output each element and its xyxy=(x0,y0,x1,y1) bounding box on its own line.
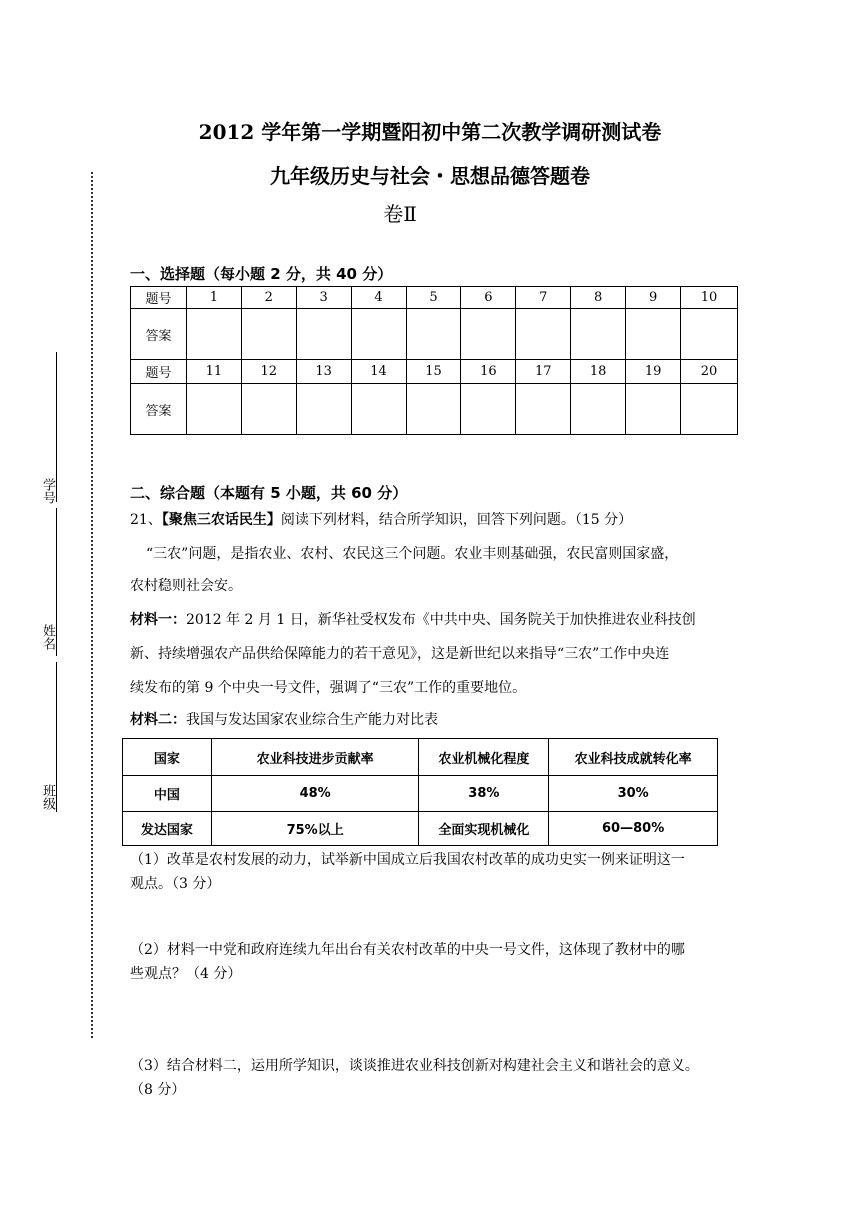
answer-cell[interactable] xyxy=(571,384,626,435)
question-number: 11 xyxy=(186,360,241,384)
answer-cell[interactable] xyxy=(626,309,681,360)
section2-heading: 二、综合题（本题有 5 小题，共 60 分） xyxy=(130,484,408,502)
question-number-row xyxy=(131,287,738,309)
question-number: 18 xyxy=(571,360,626,384)
paper-volume: 卷Ⅱ xyxy=(383,202,417,226)
material1-line: 续发布的第 9 个中央一号文件，强调了“三农”工作的重要地位。 xyxy=(130,680,527,696)
exam-title: 2012 学年第一学期暨阳初中第二次教学调研测试卷 xyxy=(198,120,662,144)
q21-prompt: 阅读下列材料，结合所学知识，回答下列问题。（15 分） xyxy=(280,512,633,528)
question-number: 8 xyxy=(571,287,626,309)
question-number: 3 xyxy=(296,287,351,309)
q21-header xyxy=(130,506,632,534)
answer-cell[interactable] xyxy=(186,384,241,435)
answer-cell[interactable] xyxy=(186,309,241,360)
answer-cell[interactable] xyxy=(516,384,571,435)
material2-line xyxy=(130,706,438,734)
answer-cell[interactable] xyxy=(296,309,351,360)
question-number: 12 xyxy=(241,360,296,384)
question-number: 5 xyxy=(406,287,461,309)
answer-cell[interactable] xyxy=(241,309,296,360)
answer-cell[interactable] xyxy=(351,309,406,360)
q21-number: 21、 xyxy=(130,512,162,528)
table-cell: 发达国家 xyxy=(123,812,212,846)
row-label: 答案 xyxy=(131,384,187,435)
question-number: 4 xyxy=(351,287,406,309)
answer-row xyxy=(131,384,738,435)
table-cell: 38% xyxy=(419,776,549,812)
intro-line: “三农”问题，是指农业、农村、农民这三个问题。农业丰则基础强，农民富则国家盛， xyxy=(146,546,679,562)
name-label: 姓名 xyxy=(40,624,55,650)
answer-cell[interactable] xyxy=(241,384,296,435)
answer-cell[interactable] xyxy=(516,309,571,360)
exam-subtitle: 九年级历史与社会・思想品德答题卷 xyxy=(270,164,590,188)
answer-cell[interactable] xyxy=(681,309,738,360)
answer-cell[interactable] xyxy=(461,384,516,435)
question-number: 9 xyxy=(626,287,681,309)
question-number: 20 xyxy=(681,360,738,384)
answer-cell[interactable] xyxy=(406,384,461,435)
intro-line: 农村稳则社会安。 xyxy=(130,578,242,594)
table-header: 农业机械化程度 xyxy=(419,739,549,776)
student-no-label: 学号 xyxy=(40,478,55,504)
question-number: 15 xyxy=(406,360,461,384)
table-header: 农业科技成就转化率 xyxy=(549,739,718,776)
question-number: 10 xyxy=(681,287,738,309)
table-cell: 75%以上 xyxy=(211,812,419,846)
row-label: 题号 xyxy=(131,360,187,384)
section1-heading: 一、选择题（每小题 2 分，共 40 分） xyxy=(130,265,393,283)
binding-dotted-line xyxy=(91,172,93,1038)
question-number: 17 xyxy=(516,360,571,384)
answer-grid xyxy=(130,286,738,435)
name-line xyxy=(56,508,57,656)
question-2-line: （2）材料一中党和政府连续九年出台有关农村改革的中央一号文件，这体现了教材中的哪 xyxy=(130,942,685,958)
question-1-line: （1）改革是农村发展的动力，试举新中国成立后我国农村改革的成功史实一例来证明这一 xyxy=(130,852,685,868)
table-header-row xyxy=(123,739,718,776)
question-number: 14 xyxy=(351,360,406,384)
table-row xyxy=(123,812,718,846)
q21-topic: 【聚焦三农话民生】 xyxy=(161,512,281,528)
question-1-line: 观点。（3 分） xyxy=(130,876,221,892)
class-line xyxy=(56,662,57,812)
question-number: 2 xyxy=(241,287,296,309)
material1-text: 2012 年 2 月 1 日，新华社受权发布《中共中央、国务院关于加快推进农业科技创 xyxy=(186,612,696,628)
question-3-line: （8 分） xyxy=(130,1082,186,1098)
answer-cell[interactable] xyxy=(626,384,681,435)
answer-row xyxy=(131,309,738,360)
answer-cell[interactable] xyxy=(571,309,626,360)
question-number: 7 xyxy=(516,287,571,309)
material1-line: 新、持续增强农产品供给保障能力的若干意见》，这是新世纪以来指导“三农”工作中央连 xyxy=(130,646,670,662)
question-2-line: 些观点？（4 分） xyxy=(130,966,242,982)
material1-line xyxy=(130,606,696,634)
answer-cell[interactable] xyxy=(681,384,738,435)
question-3-line: （3）结合材料二，运用所学知识，谈谈推进农业科技创新对构建社会主义和谐社会的意义。 xyxy=(130,1058,699,1074)
table-row xyxy=(123,776,718,812)
answer-cell[interactable] xyxy=(351,384,406,435)
material2-title: 我国与发达国家农业综合生产能力对比表 xyxy=(186,712,438,728)
class-label: 班级 xyxy=(40,784,55,810)
question-number: 6 xyxy=(461,287,516,309)
answer-cell[interactable] xyxy=(461,309,516,360)
student-no-line xyxy=(56,352,57,502)
question-number: 19 xyxy=(626,360,681,384)
question-number: 13 xyxy=(296,360,351,384)
table-cell: 60—80% xyxy=(549,812,718,846)
table-cell: 48% xyxy=(211,776,419,812)
question-number-row xyxy=(131,360,738,384)
material2-label: 材料二： xyxy=(130,712,186,728)
table-cell: 30% xyxy=(549,776,718,812)
table-cell: 中国 xyxy=(123,776,212,812)
answer-cell[interactable] xyxy=(406,309,461,360)
comparison-table xyxy=(122,738,718,846)
row-label: 题号 xyxy=(131,287,187,309)
table-cell: 全面实现机械化 xyxy=(419,812,549,846)
table-header: 国家 xyxy=(123,739,212,776)
row-label: 答案 xyxy=(131,309,187,360)
material1-label: 材料一： xyxy=(130,612,186,628)
question-number: 16 xyxy=(461,360,516,384)
question-number: 1 xyxy=(186,287,241,309)
answer-cell[interactable] xyxy=(296,384,351,435)
table-header: 农业科技进步贡献率 xyxy=(211,739,419,776)
